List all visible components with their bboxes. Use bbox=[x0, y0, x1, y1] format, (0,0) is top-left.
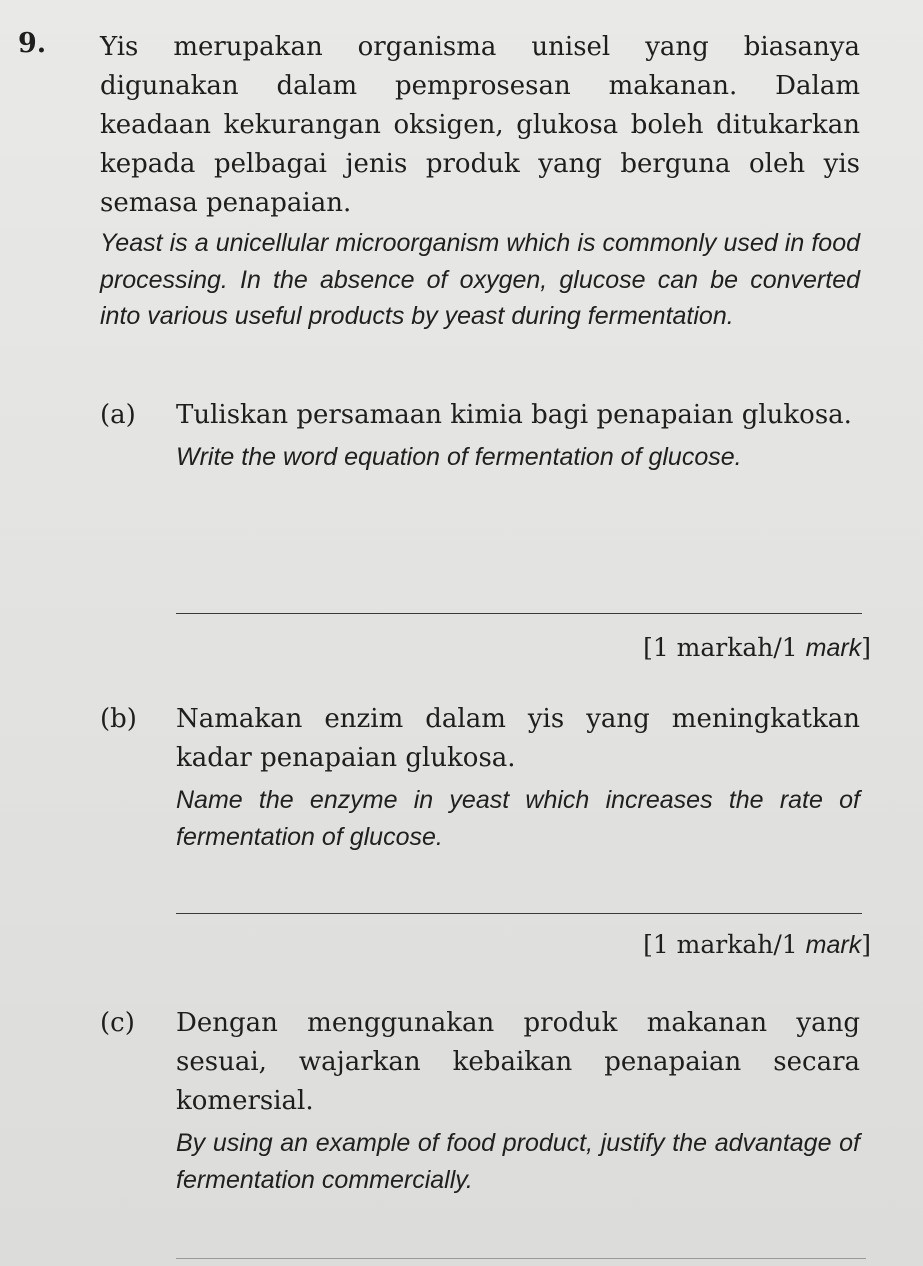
question-stem bbox=[100, 28, 860, 335]
part-b-marks-english: mark bbox=[805, 931, 862, 959]
part-a-english-text: Write the word equation of fermentation of glucose. bbox=[176, 443, 742, 471]
part-b-english-text: Name the enzyme in yeast which increases the rate of fermentation of glucose. bbox=[176, 786, 860, 851]
part-a-marks bbox=[643, 633, 871, 663]
part-a-label: (a) bbox=[100, 400, 136, 430]
question-number: 9. bbox=[18, 28, 47, 59]
part-a-malay-text: Tuliskan persamaan kimia bagi penapaian glukosa. bbox=[176, 400, 852, 430]
part-c-malay-text: Dengan menggunakan produk makanan yang sesuai, wajarkan kebaikan penapaian secara komersial. bbox=[176, 1008, 860, 1116]
page-bottom-rule bbox=[176, 1258, 866, 1259]
part-a-marks-malay: [1 markah/1 bbox=[643, 633, 806, 662]
part-b-body bbox=[176, 700, 860, 855]
part-b-marks-malay: [1 markah/1 bbox=[643, 930, 806, 959]
part-c-label: (c) bbox=[100, 1008, 135, 1038]
part-a bbox=[100, 396, 870, 566]
part-b-answer-line[interactable] bbox=[176, 913, 862, 914]
part-a-marks-english: mark bbox=[805, 634, 862, 662]
part-b-marks bbox=[643, 930, 871, 960]
part-b-malay-text: Namakan enzim dalam yis yang meningkatkan kadar penapaian glukosa. bbox=[176, 704, 860, 773]
part-c-body bbox=[176, 1004, 860, 1198]
part-b-label: (b) bbox=[100, 704, 137, 734]
part-c bbox=[100, 1004, 870, 1214]
stem-malay-text: Yis merupakan organisma unisel yang biasanya digunakan dalam pemprosesan makanan. Dalam keadaan kekurangan oksigen, glukosa boleh ditukarkan kepada pelbagai jenis produk yang berguna oleh yis semasa penapaian. bbox=[100, 32, 860, 218]
part-a-answer-line[interactable] bbox=[176, 613, 862, 614]
part-c-english-text: By using an example of food product, justify the advantage of fermentation commercially. bbox=[176, 1129, 860, 1194]
stem-english-text: Yeast is a unicellular microorganism which is commonly used in food processing. In the absence of oxygen, glucose can be converted into various useful products by yeast during fermentation. bbox=[100, 229, 860, 330]
part-b-marks-close: ] bbox=[861, 930, 871, 959]
part-b bbox=[100, 700, 870, 870]
part-a-marks-close: ] bbox=[861, 633, 871, 662]
part-a-body bbox=[176, 396, 860, 476]
